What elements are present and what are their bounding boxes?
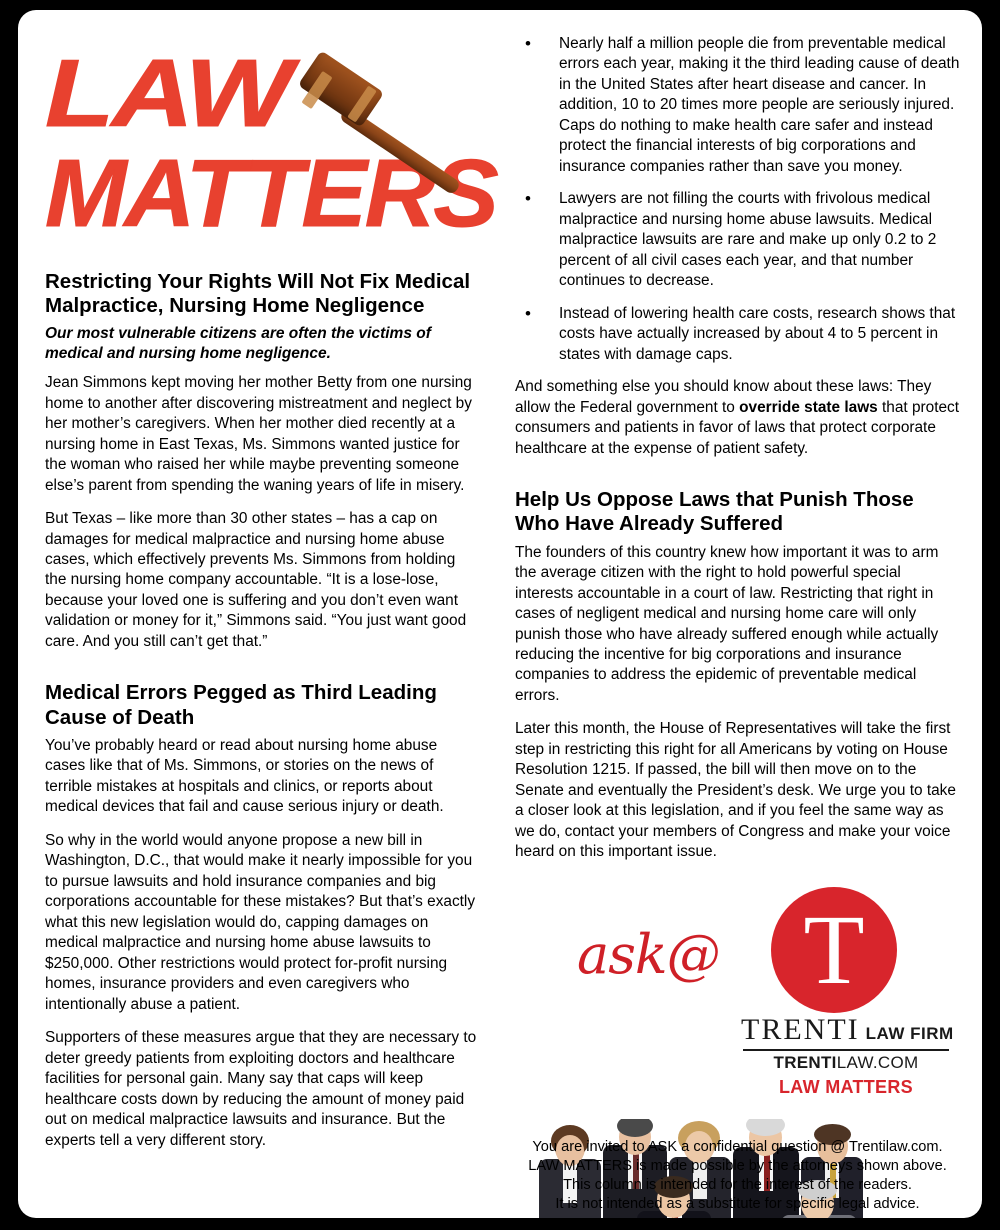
left-paragraph-2: But Texas – like more than 30 other states – has a cap on damages for medical malpractice and nursing home abuse cases, which effectively prevents Ms. Simmons from holding the nursing home company accountable. “It is a lose-lose, because your loved one is suffering and you don’t even want validation or money for it,” Simmons said. “You just want good care. And you still can’t get that.” xyxy=(45,510,467,650)
override-text-bold: override state laws xyxy=(739,398,878,416)
firm-website-rest: LAW.COM xyxy=(836,1052,919,1072)
masthead-word-matters: MATTERS xyxy=(45,140,497,247)
override-text-pre: And something else you should know about these laws: They allow the Federal government to xyxy=(515,378,932,416)
article-headline-1: Restricting Your Rights Will Not Fix Medical Malpractice, Nursing Home Negligence xyxy=(45,270,471,318)
list-item xyxy=(515,304,960,365)
list-item-text: Nearly half a million people die from preventable medical errors each year, making it the third leading cause of death in the United States after heart disease and cancer. In addition, 10 to 20 times more people are seriously injured. Caps do nothing to make health care safer and instead protect the financial interests of big corporations and insurance companies rather than save you money. xyxy=(559,35,960,175)
firm-website-bold: TRENTI xyxy=(773,1052,837,1072)
monogram-letter: T xyxy=(803,893,865,1005)
disclaimer-block xyxy=(515,1138,960,1214)
trenti-nameplate xyxy=(741,1012,954,1047)
gavel-icon xyxy=(275,62,485,182)
ask-at-wordmark: ask@ xyxy=(577,922,720,986)
trenti-monogram-badge xyxy=(771,887,897,1013)
firm-suffix: LAW FIRM xyxy=(865,1023,954,1043)
disclaimer-line-3: This column is intended for the interest of the readers. xyxy=(563,1176,912,1193)
list-item xyxy=(515,34,960,177)
bullet-list xyxy=(515,34,960,365)
bullet-icon: • xyxy=(525,34,531,53)
section-spacer xyxy=(515,472,960,488)
left-column xyxy=(45,34,497,1164)
masthead xyxy=(45,34,497,256)
two-column-layout xyxy=(18,10,982,1218)
left-paragraph-4: So why in the world would anyone propose a new bill in Washington, D.C., that would make it nearly impossible for you to pursue lawsuits and hold insurance companies and big corporations accountable for these mistakes? But that’s exactly what this new legislation would do, capping damages on medical malpractice and nursing home abuse lawsuits to $250,000. Other restrictions would protect for-profit nursing homes, insurance providers and even caregivers who intentionally abuse a patient. xyxy=(45,831,476,1013)
disclaimer-line-1: You are invited to ASK a confidential question @ Trentilaw.com. xyxy=(532,1139,943,1155)
override-text-post: that protect consumers and patients in favor of laws that protect corporate healthcare at the expense of patient safety. xyxy=(515,398,960,457)
list-item-text: Instead of lowering health care costs, research shows that costs have actually increased by about 4 to 5 percent in states with damage caps. xyxy=(559,304,956,363)
left-paragraph-5: Supporters of these measures argue that they are necessary to deter greedy patients from exploiting doctors and healthcare facilities for personal gain. Many say that caps will keep healthcare costs down by reducing the amount of money paid out on medical malpractice lawsuits and insurance. But the experts tell a very different story. xyxy=(45,1029,477,1149)
list-item xyxy=(515,189,960,291)
right-paragraph-2: Later this month, the House of Representatives will take the first step in restricting this right for all Americans by voting on House Resolution 1215. If passed, the bill will then move on to the Senate and eventually the President’s desk. We urge you to take a closer look at this legislation, and if you feel the same way as we do, contact your members of Congress and make your voice heard on this important issue. xyxy=(515,720,956,861)
list-item-text: Lawyers are not filling the courts with frivolous medical malpractice and nursing home abuse lawsuits. Medical malpractice lawsuits are rare and make up only 0.2 to 2 percent of all civil cases each year, and that number continues to decrease. xyxy=(559,190,937,290)
brand-logo-block xyxy=(515,881,960,1097)
article-headline-2: Medical Errors Pegged as Third Leading Cause of Death xyxy=(45,681,437,729)
right-paragraph-override xyxy=(515,377,960,459)
left-paragraph-3: You’ve probably heard or read about nursing home abuse cases like that of Ms. Simmons, or stories on the news of terrible mistakes at hospitals and clinics, or reports about medical devices that fail and cause serious injury or death. xyxy=(45,736,444,816)
newsletter-page xyxy=(18,10,982,1218)
firm-name: TRENTI xyxy=(741,1012,860,1046)
right-column xyxy=(515,34,960,1218)
bullet-icon: • xyxy=(525,189,531,209)
disclaimer-line-2: LAW MATTERS is made possible by the attorneys shown above. xyxy=(528,1157,947,1174)
article-deck: Our most vulnerable citizens are often the victims of medical and nursing home negligence. xyxy=(45,325,431,362)
disclaimer-line-4: It is not intended as a substitute for specific legal advice. xyxy=(555,1195,920,1212)
bullet-icon: • xyxy=(525,303,531,323)
section-spacer xyxy=(45,665,477,681)
article-headline-3: Help Us Oppose Laws that Punish Those Who Have Already Suffered xyxy=(515,488,914,536)
firm-tagline: LAW MATTERS xyxy=(779,1076,913,1097)
nameplate-divider xyxy=(743,1049,949,1051)
firm-website[interactable] xyxy=(741,1053,951,1073)
masthead-word-law: LAW xyxy=(45,40,290,147)
right-paragraph-1: The founders of this country knew how important it was to arm the average citizen with the right to hold powerful special interests accountable in a court of law. Restricting that right in cases of negligent medical and nursing home care will only punish those who have already suffered enough while actually reducing the incentive for big corporations and insurance companies to address the epidemic of preventable medical errors. xyxy=(515,543,939,704)
left-paragraph-1: Jean Simmons kept moving her mother Betty from one nursing home to another after discovering mistreatment and neglect by her mother’s caregivers. When her mother died recently at a nursing home in East Texas, Ms. Simmons wanted justice for the woman who raised her while maybe preventing someone else’s parent from spending the waning years of life in misery. xyxy=(45,374,472,494)
